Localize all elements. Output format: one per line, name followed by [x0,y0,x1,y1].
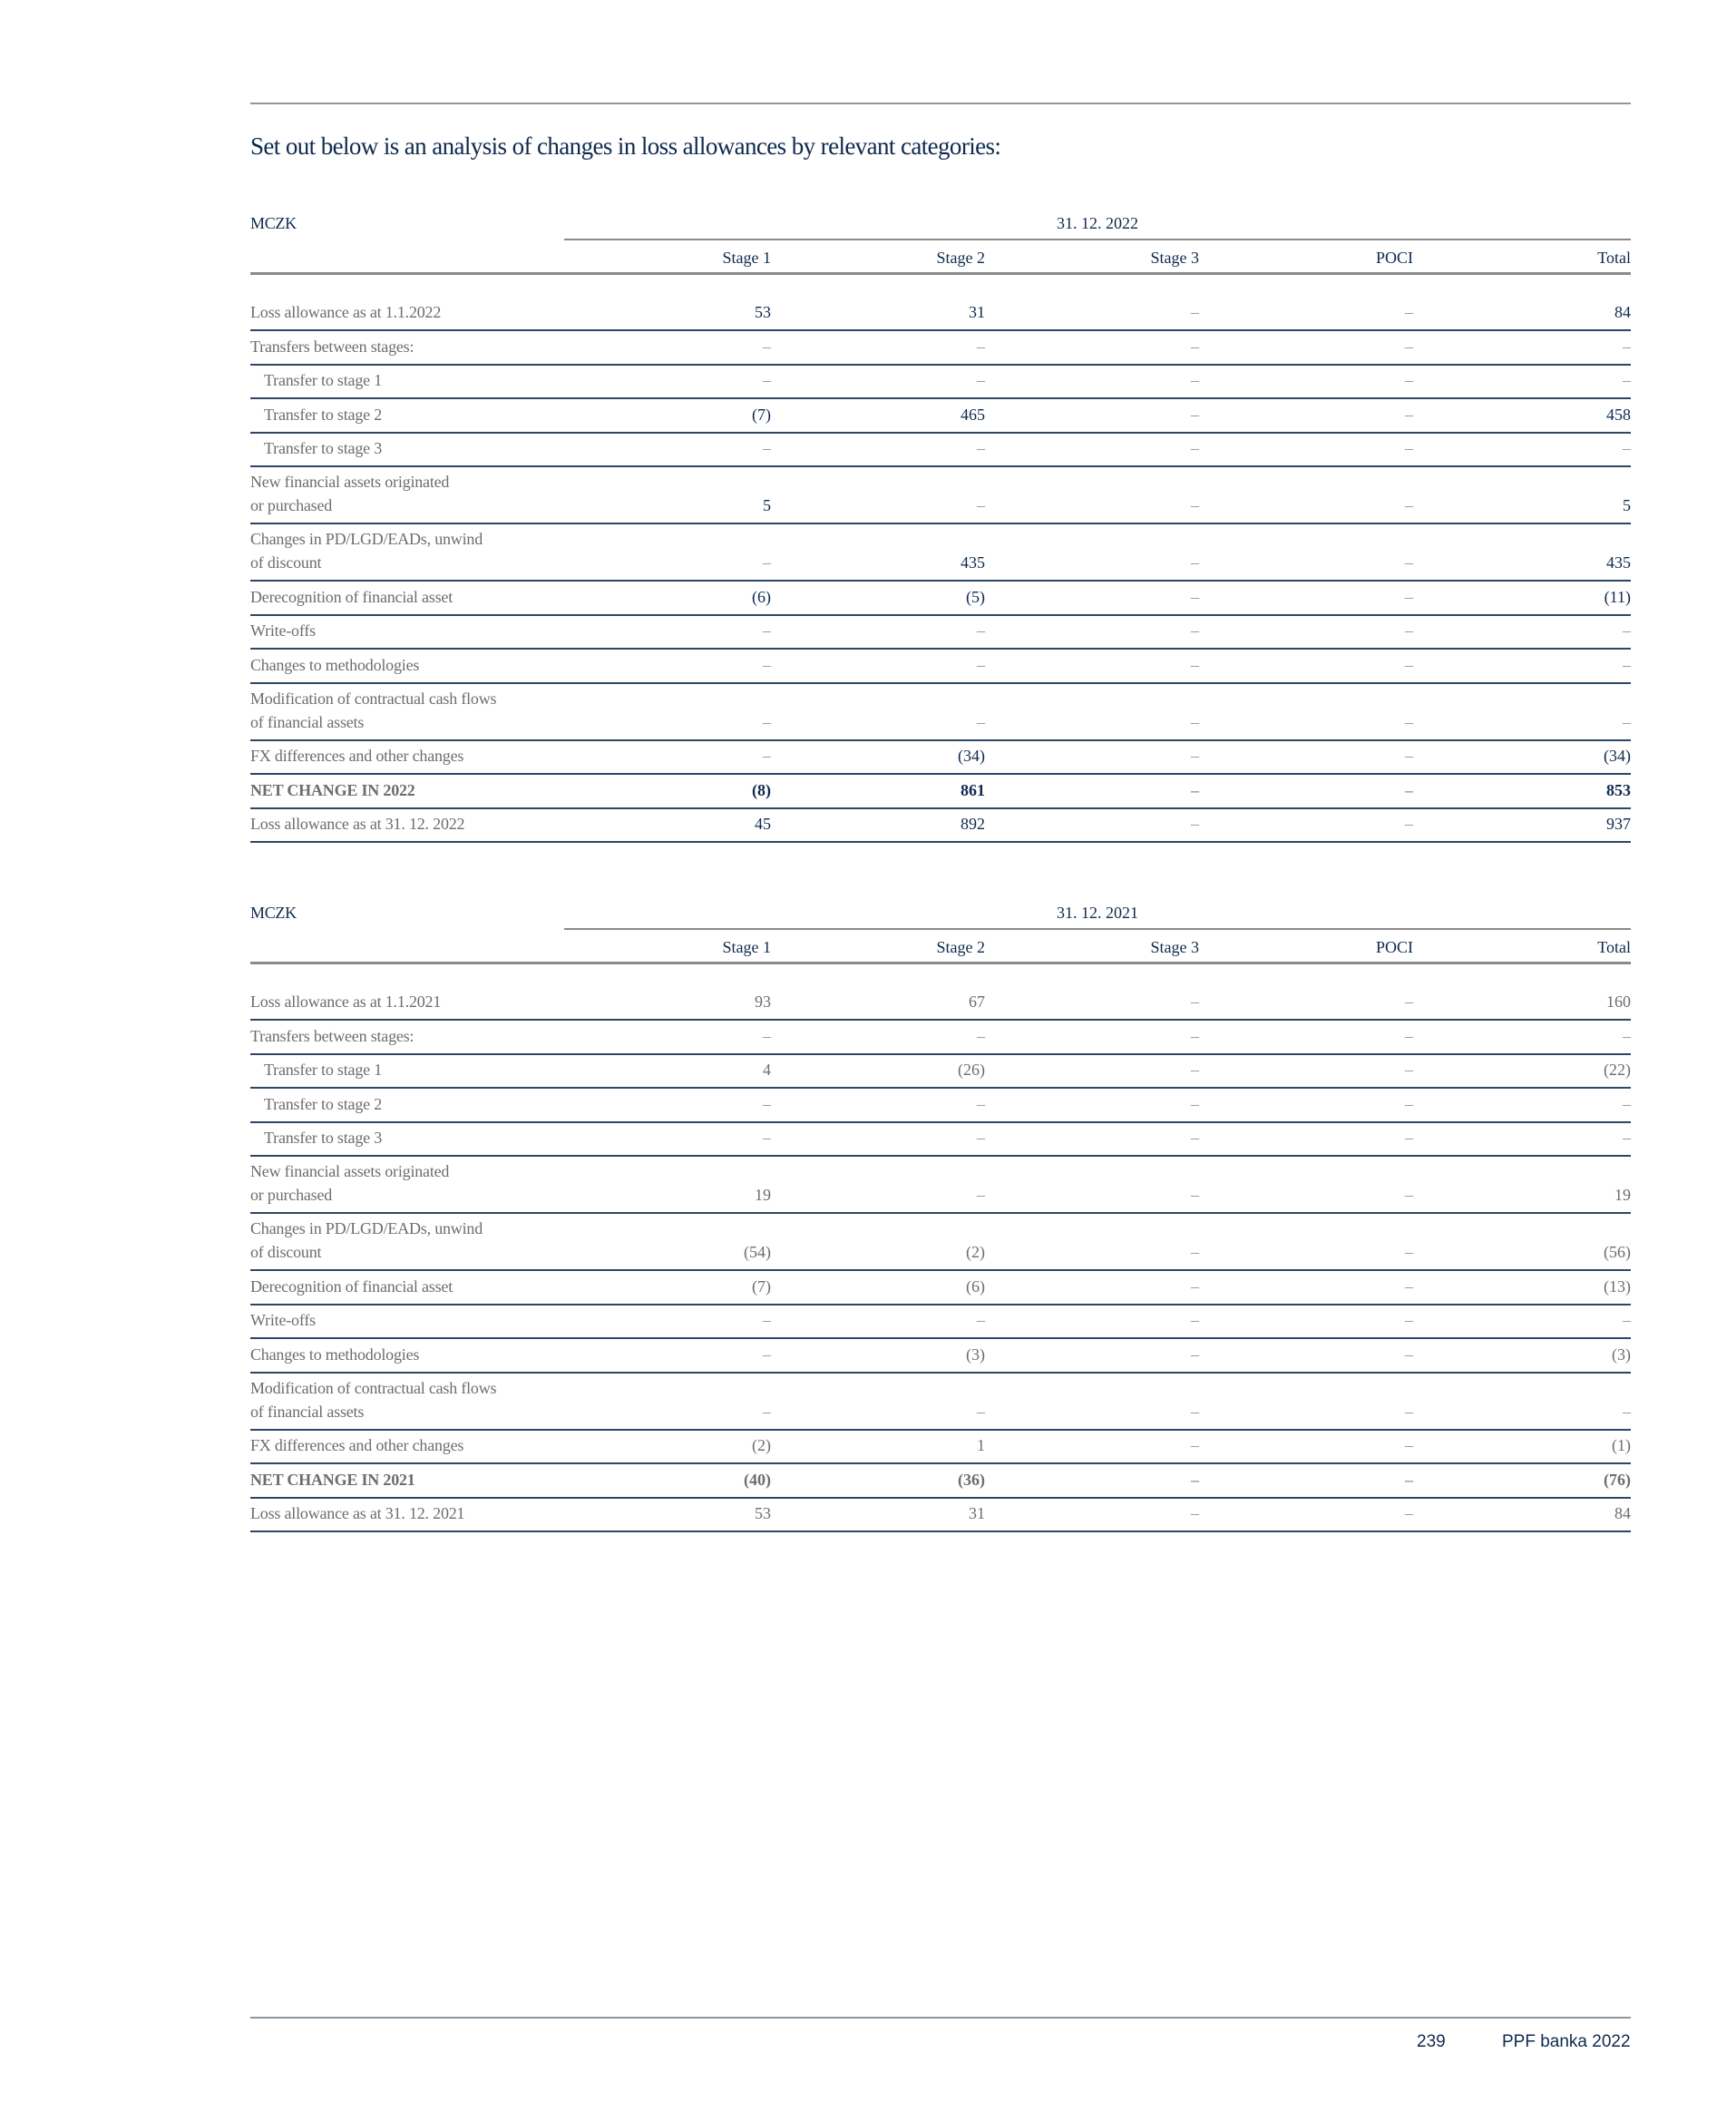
row-label: FX differences and other changes [250,747,464,765]
cell-poci: – [1405,1345,1413,1364]
cell-poci: – [1405,1094,1413,1113]
cell-stage-3: – [1191,1402,1199,1421]
cell-stage-2: 465 [961,405,985,424]
row-label: Write-offs [250,1311,316,1329]
cell-stage-3: – [1191,587,1199,606]
cell-total: – [1623,1094,1631,1113]
cell-poci: – [1405,1311,1413,1329]
cell-stage-2: – [977,1129,985,1147]
cell-stage-1: – [763,1345,771,1364]
cell-total: – [1623,1026,1631,1045]
footer-rule [250,2017,1631,2019]
row-label: Transfer to stage 2 [264,1094,383,1113]
cell-poci: – [1405,1402,1413,1421]
cell-stage-1: – [763,439,771,457]
row-label: Transfer to stage 1 [264,371,383,389]
table-row [250,1214,1631,1271]
column-header: Stage 3 [1150,249,1199,267]
column-header: Total [1597,249,1631,267]
cell-stage-2: 892 [961,815,985,833]
cell-stage-1: (54) [744,1243,771,1261]
cell-stage-1: – [763,747,771,765]
cell-stage-1: 53 [755,303,771,321]
row-label: Derecognition of financial asset [250,587,454,606]
cell-stage-1: – [763,621,771,640]
cell-stage-1: (7) [752,405,771,424]
table-row [250,275,1631,331]
cell-stage-2: – [977,1094,985,1113]
table-row [250,1157,1631,1214]
period-date-header: 31. 12. 2021 [1057,904,1138,922]
cell-stage-1: 5 [763,496,771,514]
cell-stage-2: – [977,712,985,731]
column-header: Total [1597,938,1631,956]
cell-stage-3: – [1191,553,1199,572]
cell-stage-3: – [1191,993,1199,1011]
cell-poci: – [1405,621,1413,640]
row-label: Transfer to stage 1 [264,1061,383,1079]
cell-stage-2: 435 [961,553,985,572]
cell-total: – [1623,439,1631,457]
table-row [250,1305,1631,1340]
cell-poci: – [1405,405,1413,424]
row-label: Derecognition of financial asset [250,1276,454,1296]
cell-stage-2: – [977,1402,985,1421]
cell-stage-3: – [1191,1061,1199,1079]
page-number: 239 [1417,2032,1446,2051]
table-row [250,964,1631,1021]
table-row [250,467,1631,524]
cell-stage-1: – [763,655,771,674]
cell-stage-2: – [977,496,985,514]
cell-poci: – [1405,1470,1413,1489]
unit-label: MCZK [250,214,297,232]
column-header: Stage 3 [1150,938,1199,956]
cell-stage-1: – [763,712,771,731]
cell-stage-3: – [1191,655,1199,674]
cell-poci: – [1405,371,1413,389]
cell-stage-3: – [1191,1504,1199,1522]
cell-poci: – [1405,553,1413,572]
top-rule [250,103,1631,104]
column-header: POCI [1375,249,1413,267]
cell-poci: – [1405,712,1413,731]
row-label: Transfer to stage 3 [264,1129,383,1147]
cell-stage-3: – [1191,1470,1199,1489]
cell-stage-3: – [1191,1129,1199,1147]
cell-stage-1: 19 [755,1186,771,1204]
cell-poci: – [1405,337,1413,356]
cell-total: 160 [1606,993,1631,1011]
cell-stage-1: (2) [752,1436,771,1454]
cell-total: 5 [1623,496,1631,514]
cell-stage-2: – [977,371,985,389]
row-label: Transfers between stages: [250,1026,414,1045]
cell-stage-1: – [763,1402,771,1421]
cell-poci: – [1405,1243,1413,1261]
cell-stage-2: (3) [966,1345,985,1364]
table-row [250,582,1631,616]
row-label: FX differences and other changes [250,1436,464,1454]
cell-stage-1: – [763,1094,771,1113]
table-row [250,1271,1631,1305]
cell-total: 853 [1606,780,1631,799]
cell-poci: – [1405,1026,1413,1045]
cell-stage-3: – [1191,337,1199,356]
cell-total: – [1623,712,1631,731]
cell-stage-2: – [977,1311,985,1329]
cell-total: (11) [1604,587,1631,606]
cell-stage-1: – [763,1129,771,1147]
cell-poci: – [1405,303,1413,321]
table-row [250,399,1631,434]
cell-stage-2: – [977,439,985,457]
cell-stage-3: – [1191,1311,1199,1329]
cell-stage-3: – [1191,780,1199,799]
cell-stage-3: – [1191,1026,1199,1045]
cell-poci: – [1405,655,1413,674]
table-row [250,1021,1631,1055]
cell-stage-1: (7) [752,1276,771,1296]
cell-stage-3: – [1191,712,1199,731]
cell-stage-2: – [977,621,985,640]
cell-total: (34) [1604,747,1631,765]
cell-stage-2: (26) [958,1061,985,1079]
cell-poci: – [1405,1436,1413,1454]
table-row [250,524,1631,582]
cell-poci: – [1405,747,1413,765]
row-label: Loss allowance as at 31. 12. 2021 [250,1504,465,1522]
row-label: Write-offs [250,621,316,640]
cell-stage-1: (8) [752,780,771,799]
row-label: NET CHANGE IN 2021 [250,1470,415,1489]
cell-stage-2: – [977,337,985,356]
cell-poci: – [1405,1061,1413,1079]
cell-total: (3) [1612,1345,1631,1364]
row-label: Modification of contractual cash flows of financial assets [250,1378,497,1421]
row-label: Transfers between stages: [250,337,414,356]
table-row [250,1431,1631,1465]
cell-total: – [1623,371,1631,389]
row-label: Loss allowance as at 1.1.2022 [250,303,442,321]
table-row [250,434,1631,468]
publication-name: PPF banka 2022 [1502,2032,1631,2051]
cell-stage-2: 861 [961,780,985,799]
cell-stage-1: (6) [752,587,771,606]
row-label: New financial assets originated or purchased [250,1162,450,1204]
cell-stage-1: – [763,1311,771,1329]
section-heading: Set out below is an analysis of changes in loss allowances by relevant categories: [250,132,1001,160]
period-date-header: 31. 12. 2022 [1057,214,1138,232]
table-row [250,1089,1631,1123]
cell-stage-3: – [1191,1243,1199,1261]
table-row [250,1464,1631,1499]
cell-total: (13) [1604,1276,1631,1296]
table-row [250,366,1631,400]
cell-stage-3: – [1191,1345,1199,1364]
cell-poci: – [1405,780,1413,799]
cell-stage-2: 1 [977,1436,985,1454]
cell-poci: – [1405,439,1413,457]
cell-total: (76) [1604,1470,1631,1489]
cell-poci: – [1405,1276,1413,1296]
cell-stage-1: (40) [744,1470,771,1489]
cell-total: – [1623,655,1631,674]
cell-total: (56) [1604,1243,1631,1261]
row-label: Transfer to stage 2 [264,405,383,424]
cell-poci: – [1405,587,1413,606]
row-label: Transfer to stage 3 [264,439,383,457]
cell-total: – [1623,1311,1631,1329]
table-row [250,1055,1631,1090]
cell-stage-1: – [763,1026,771,1045]
cell-stage-3: – [1191,621,1199,640]
row-label: Modification of contractual cash flows of financial assets [250,689,497,731]
cell-stage-3: – [1191,371,1199,389]
cell-stage-2: 67 [969,993,985,1011]
cell-stage-3: – [1191,405,1199,424]
row-label: NET CHANGE IN 2022 [250,780,415,799]
row-label: New financial assets originated or purchased [250,473,450,514]
cell-stage-1: – [763,553,771,572]
cell-stage-1: 45 [755,815,771,833]
cell-stage-1: 93 [755,993,771,1011]
cell-poci: – [1405,1504,1413,1522]
cell-total: 19 [1614,1186,1631,1204]
table-row [250,1499,1631,1533]
table-row [250,1339,1631,1374]
row-label: Loss allowance as at 1.1.2021 [250,993,442,1011]
cell-stage-2: (34) [958,747,985,765]
cell-stage-3: – [1191,496,1199,514]
table-row [250,775,1631,809]
row-label: Changes to methodologies [250,1345,420,1364]
cell-total: (22) [1604,1061,1631,1079]
cell-poci: – [1405,1186,1413,1204]
cell-poci: – [1405,815,1413,833]
cell-stage-2: – [977,1026,985,1045]
table-row [250,1374,1631,1431]
row-label: Loss allowance as at 31. 12. 2022 [250,815,465,833]
cell-poci: – [1405,1129,1413,1147]
table-row [250,684,1631,741]
column-header: POCI [1375,938,1413,956]
table-row [250,331,1631,366]
table-row [250,650,1631,684]
table-row [250,809,1631,844]
cell-stage-2: (6) [966,1276,985,1296]
cell-stage-1: 53 [755,1504,771,1522]
cell-stage-2: 31 [969,1504,985,1522]
cell-stage-2: 31 [969,303,985,321]
cell-total: 937 [1606,815,1631,833]
cell-stage-1: 4 [763,1061,771,1079]
cell-total: 458 [1606,405,1631,424]
cell-total: – [1623,337,1631,356]
cell-stage-3: – [1191,1276,1199,1296]
cell-stage-3: – [1191,1186,1199,1204]
unit-label: MCZK [250,904,297,922]
cell-total: (1) [1612,1436,1631,1454]
cell-stage-2: – [977,655,985,674]
column-header: Stage 1 [722,938,771,956]
cell-stage-3: – [1191,815,1199,833]
cell-stage-3: – [1191,1436,1199,1454]
header-divider [564,928,1631,930]
cell-stage-2: (36) [958,1470,985,1489]
cell-stage-1: – [763,337,771,356]
table-row [250,616,1631,650]
cell-stage-2: – [977,1186,985,1204]
column-header: Stage 2 [936,938,985,956]
cell-stage-2: (5) [966,587,985,606]
cell-stage-3: – [1191,303,1199,321]
table-row [250,1123,1631,1158]
cell-total: – [1623,1402,1631,1421]
table-row [250,741,1631,776]
cell-total: 84 [1614,303,1631,321]
cell-total: – [1623,621,1631,640]
cell-total: 84 [1614,1504,1631,1522]
cell-stage-3: – [1191,1094,1199,1113]
cell-stage-3: – [1191,439,1199,457]
cell-total: – [1623,1129,1631,1147]
cell-stage-3: – [1191,747,1199,765]
cell-total: 435 [1606,553,1631,572]
column-header: Stage 1 [722,249,771,267]
row-label: Changes in PD/LGD/EADs, unwind of discount [250,1219,483,1261]
row-label: Changes to methodologies [250,655,420,674]
cell-poci: – [1405,993,1413,1011]
column-header: Stage 2 [936,249,985,267]
header-divider [564,239,1631,240]
cell-stage-1: – [763,371,771,389]
cell-stage-2: (2) [966,1243,985,1261]
row-label: Changes in PD/LGD/EADs, unwind of discount [250,530,483,572]
cell-poci: – [1405,496,1413,514]
